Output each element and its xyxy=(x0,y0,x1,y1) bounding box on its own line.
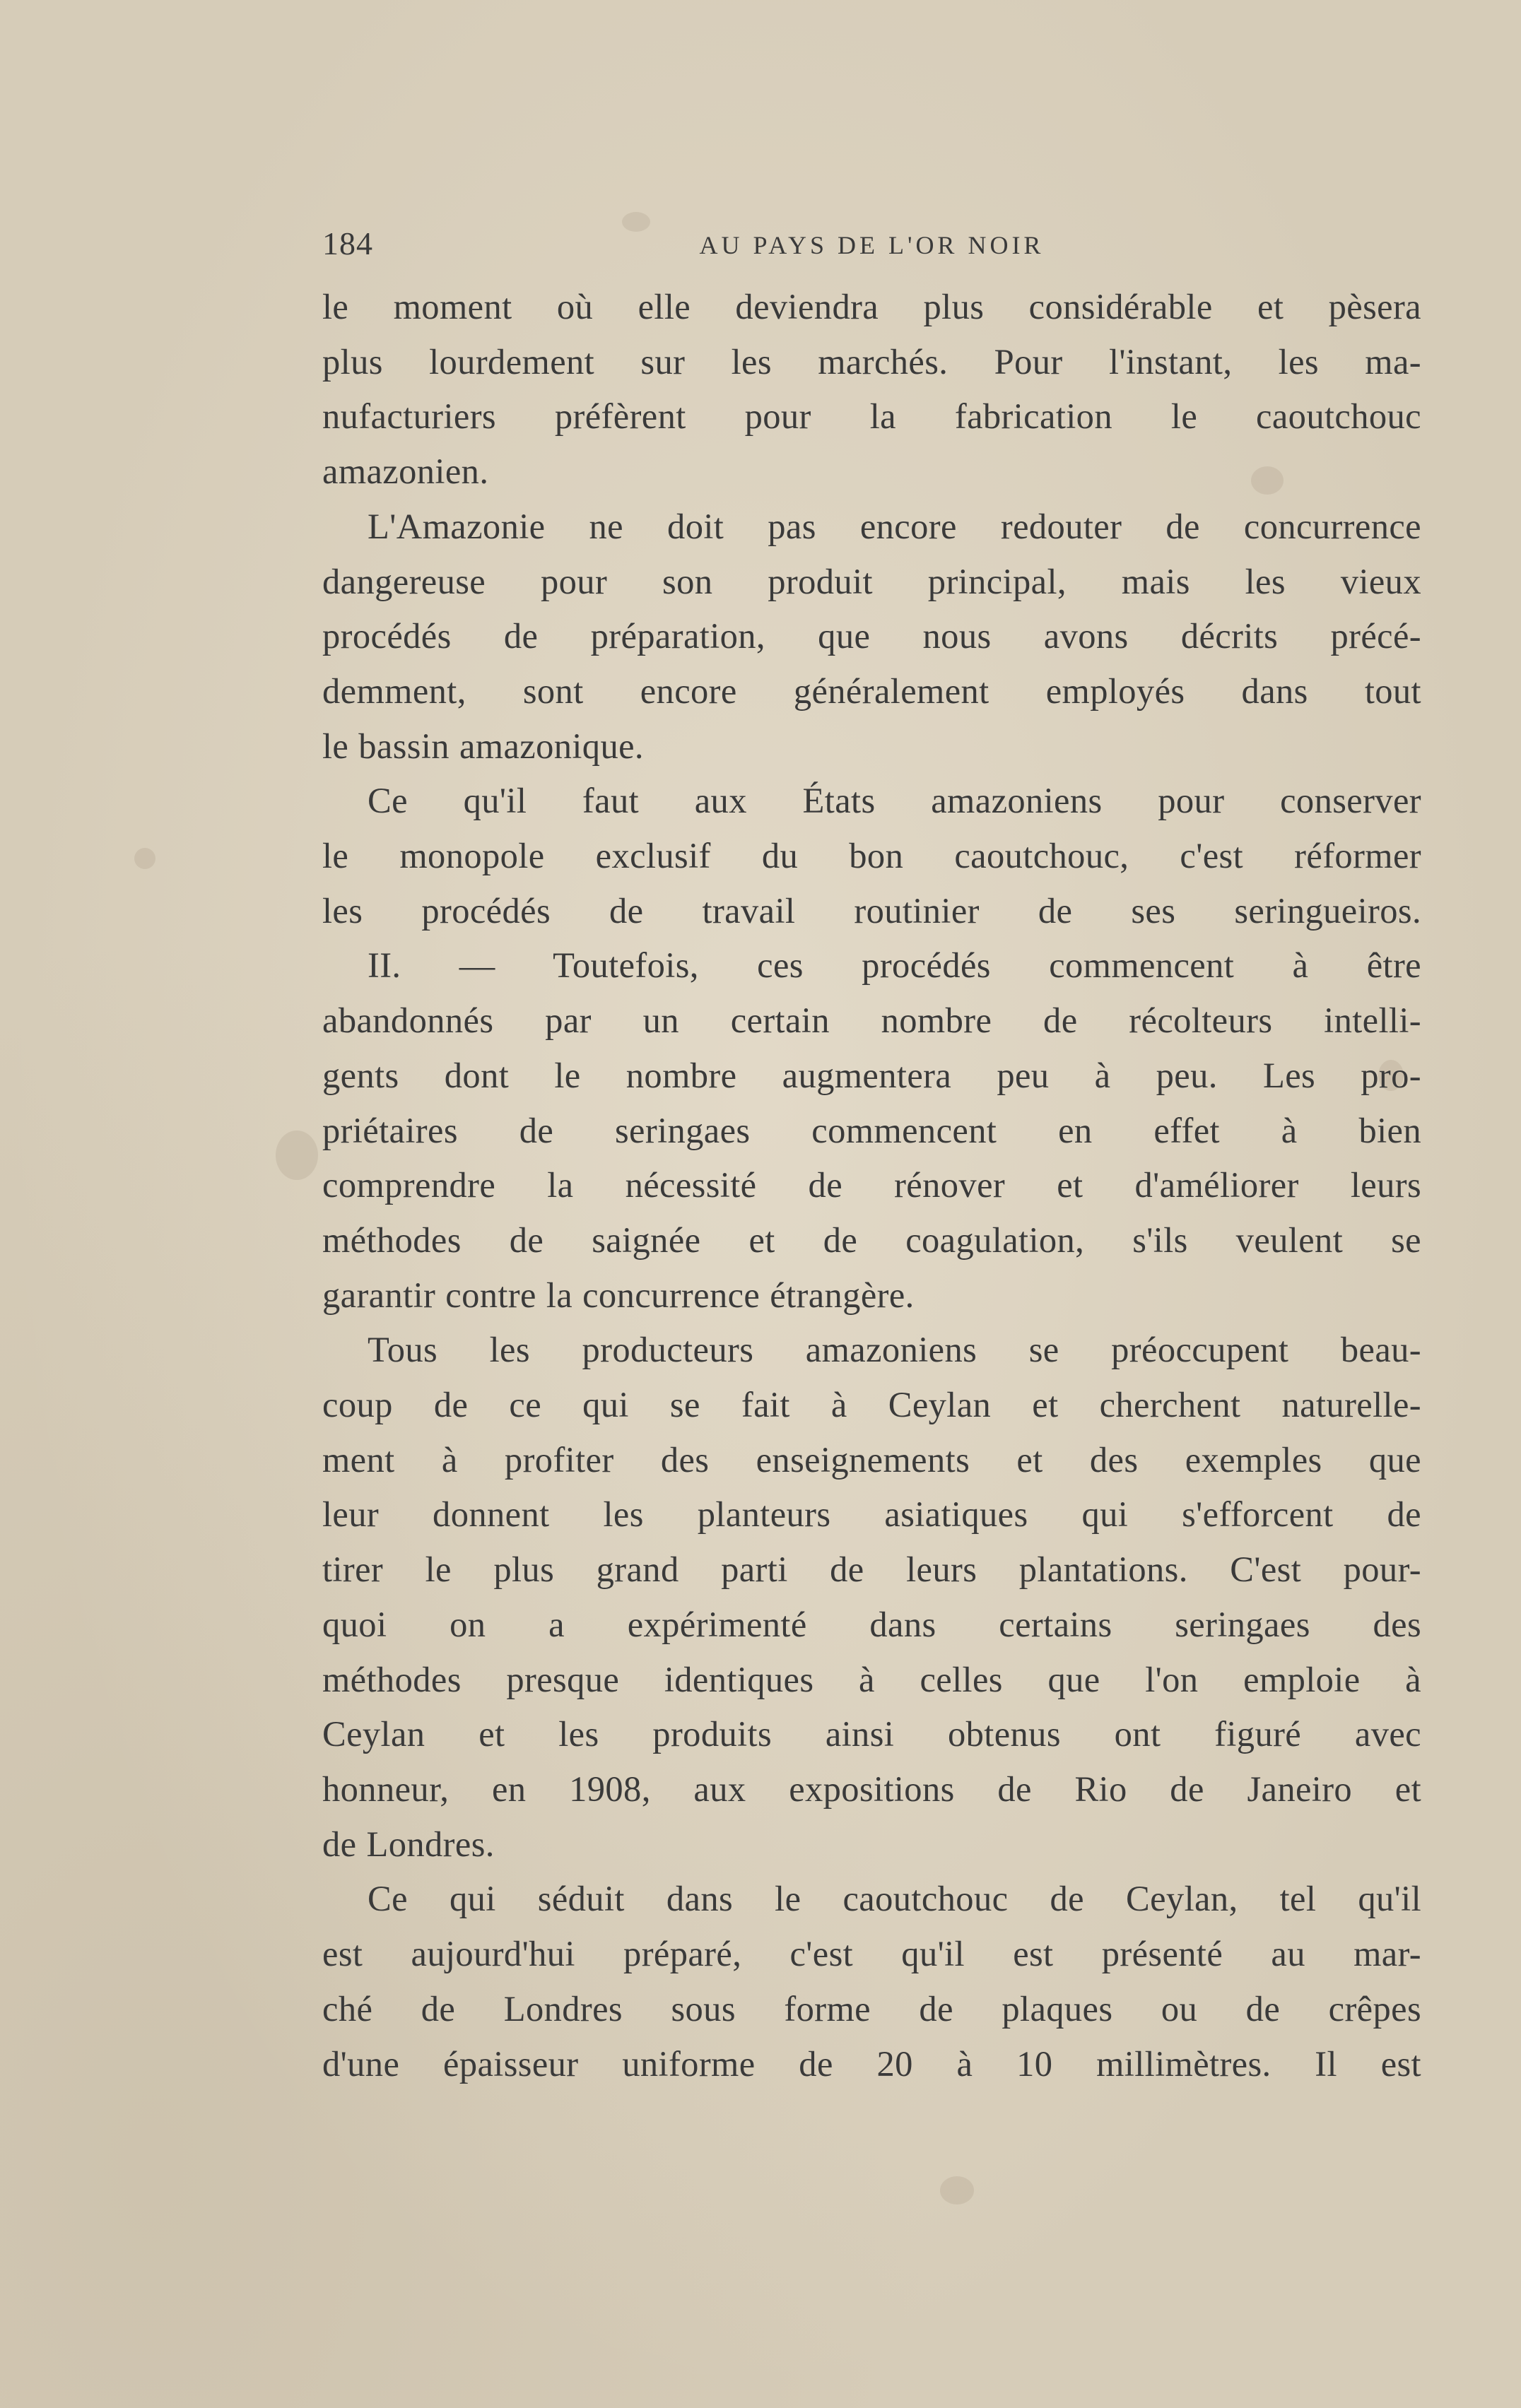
text-line: leur donnent les planteurs asiatiques qui s'efforcent de xyxy=(322,1494,1421,1535)
text-line: II. — Toutefois, ces procédés commencent à être xyxy=(368,945,1421,986)
text-line: de Londres. xyxy=(322,1824,495,1864)
paper-stain xyxy=(276,1131,318,1180)
text-line: priétaires de seringaes commencent en effet à bien xyxy=(322,1110,1421,1150)
text-line: Ceylan et les produits ainsi obtenus ont figuré avec xyxy=(322,1714,1421,1754)
text-line: comprendre la nécessité de rénover et d'améliorer leurs xyxy=(322,1165,1421,1205)
text-line: tirer le plus grand parti de leurs plantations. C'est pour- xyxy=(322,1550,1421,1590)
text-line: les procédés de travail routinier de ses seringueiros. xyxy=(322,890,1421,931)
page-number: 184 xyxy=(322,225,373,261)
running-head xyxy=(322,225,1421,274)
text-line: ment à profiter des enseignements et des exemples que xyxy=(322,1439,1421,1480)
running-title: AU PAYS DE L'OR NOIR xyxy=(699,231,1045,259)
text-line: dangereuse pour son produit principal, mais les vieux xyxy=(322,561,1421,601)
text-line: Tous les producteurs amazoniens se préoccupent beau- xyxy=(368,1330,1421,1370)
paper-stain xyxy=(134,848,155,869)
text-line: abandonnés par un certain nombre de récolteurs intelli- xyxy=(322,1001,1421,1041)
text-line: ché de Londres sous forme de plaques ou de crêpes xyxy=(322,1988,1421,2029)
text-line: gents dont le nombre augmentera peu à peu. Les pro- xyxy=(322,1055,1421,1095)
text-line: Ce qu'il faut aux États amazoniens pour conserver xyxy=(368,781,1421,821)
text-line: honneur, en 1908, aux expositions de Rio de Janeiro et xyxy=(322,1769,1421,1809)
text-line: est aujourd'hui préparé, c'est qu'il est présenté au mar- xyxy=(322,1934,1421,1974)
text-line: nufacturiers préfèrent pour la fabrication le caoutchouc xyxy=(322,396,1421,437)
text-line: le moment où elle deviendra plus considérable et pèsera xyxy=(322,287,1421,326)
text-line: méthodes de saignée et de coagulation, s'ils veulent se xyxy=(322,1220,1421,1260)
text-line: méthodes presque identiques à celles que l'on emploie à xyxy=(322,1659,1421,1699)
text-line: demment, sont encore généralement employés dans tout xyxy=(322,671,1421,711)
book-page xyxy=(322,225,1421,2091)
text-line: amazonien. xyxy=(322,452,489,492)
text-line: d'une épaisseur uniforme de 20 à 10 millimètres. Il est xyxy=(322,2043,1421,2084)
text-line: le bassin amazonique. xyxy=(322,726,644,766)
text-line: plus lourdement sur les marchés. Pour l'instant, les ma- xyxy=(322,341,1421,382)
text-line: quoi on a expérimenté dans certains seringaes des xyxy=(322,1604,1421,1644)
text-line: L'Amazonie ne doit pas encore redouter de concurrence xyxy=(368,506,1421,546)
paper-stain xyxy=(940,2176,974,2205)
text-line: le monopole exclusif du bon caoutchouc, c'est réformer xyxy=(322,836,1421,876)
text-line: Ce qui séduit dans le caoutchouc de Ceylan, tel qu'il xyxy=(368,1879,1421,1919)
text-line: coup de ce qui se fait à Ceylan et cherchent naturelle- xyxy=(322,1385,1421,1425)
body-text xyxy=(322,280,1421,2091)
text-line: procédés de préparation, que nous avons décrits précé- xyxy=(322,616,1421,656)
text-line: garantir contre la concurrence étrangère. xyxy=(322,1275,915,1315)
